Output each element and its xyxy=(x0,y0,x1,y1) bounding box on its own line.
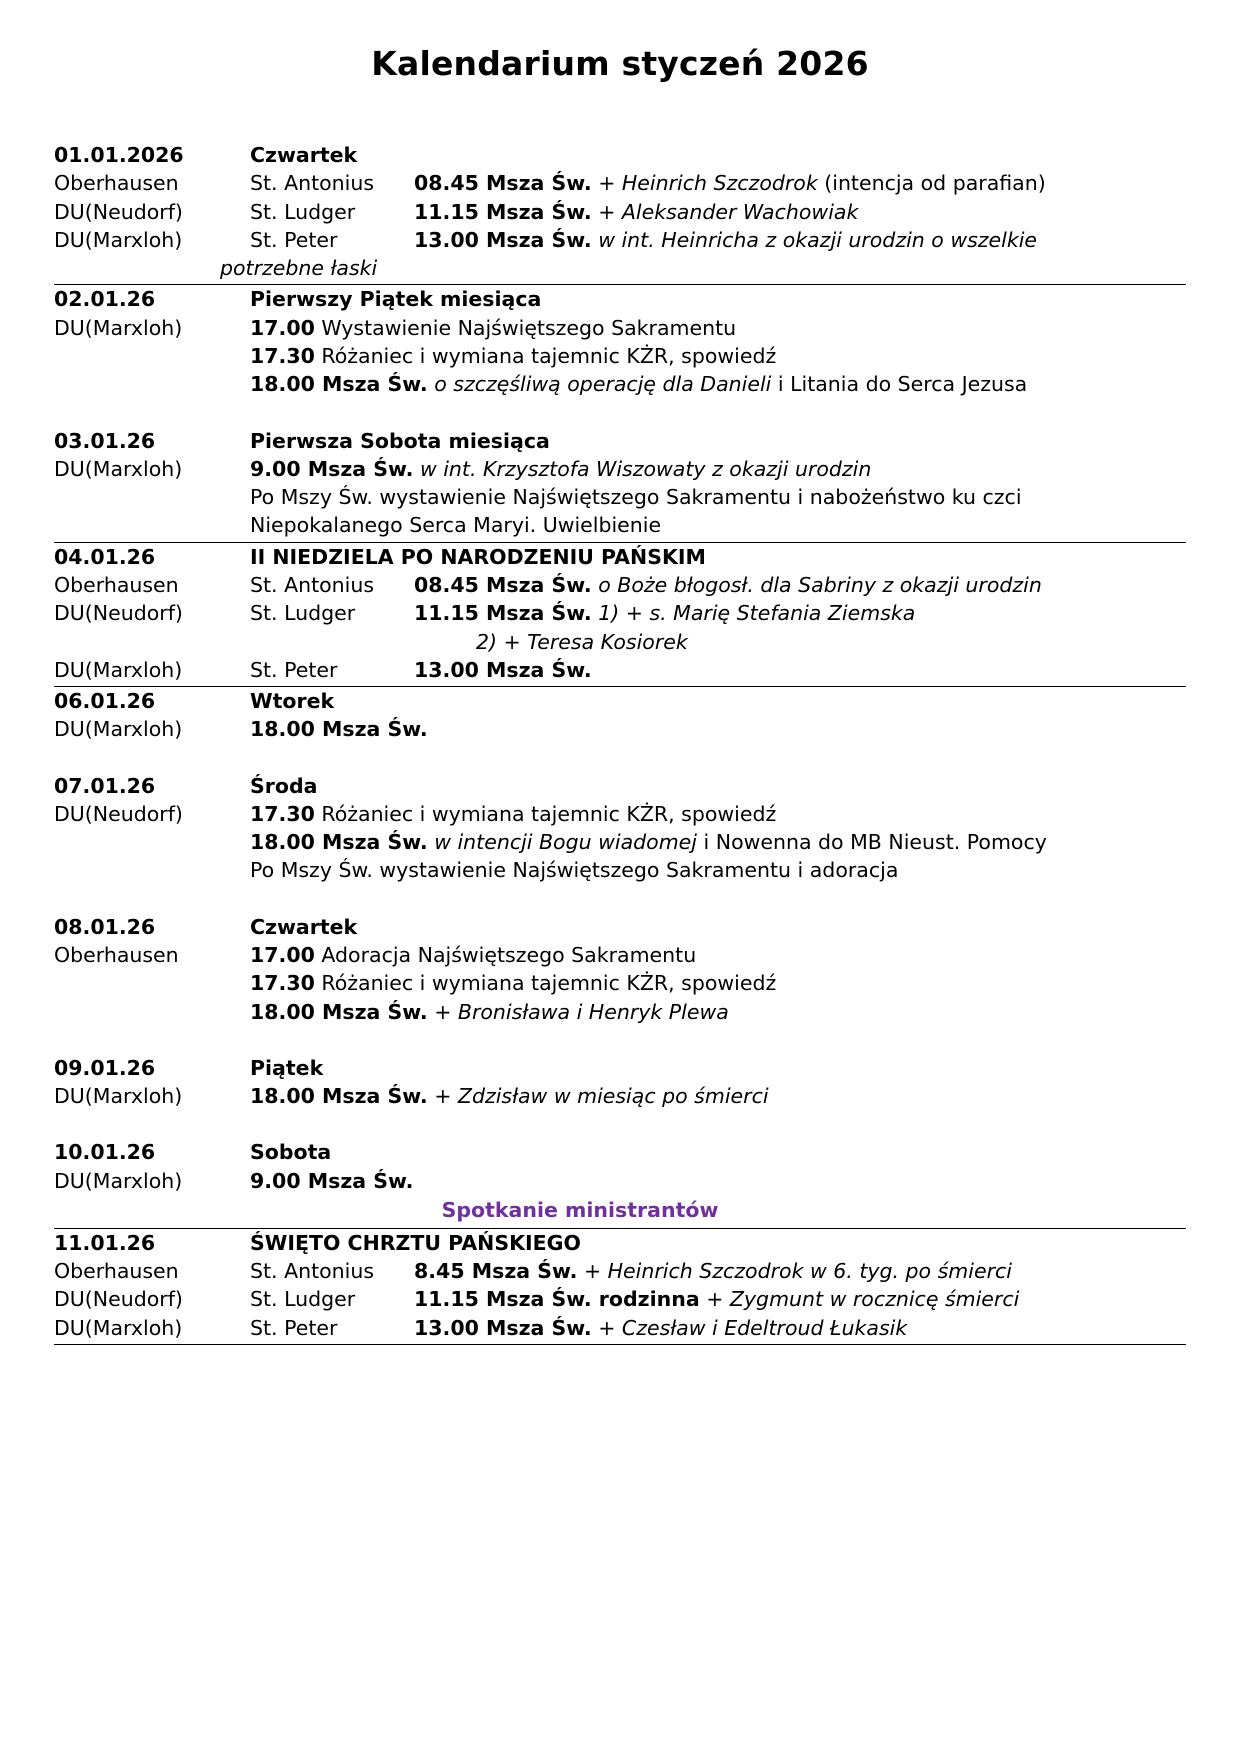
row-intention-continuation: potrzebne łaski xyxy=(220,256,378,281)
row-time: 18.00 Msza Św. xyxy=(250,999,428,1024)
table-row xyxy=(54,483,1186,511)
row-time: 13.00 Msza Św. xyxy=(414,1315,592,1340)
day-header-row xyxy=(54,427,1186,455)
day-heading: Pierwsza Sobota miesiąca xyxy=(250,428,550,453)
day-heading: Piątek xyxy=(250,1055,324,1080)
row-time: 11.15 Msza Św. xyxy=(414,601,592,626)
row-location: Oberhausen xyxy=(54,572,179,597)
table-row xyxy=(54,571,1186,599)
day-heading: Pierwszy Piątek miesiąca xyxy=(250,287,542,312)
row-location: DU(Marxloh) xyxy=(54,657,183,682)
table-row xyxy=(54,941,1186,969)
table-row xyxy=(54,169,1186,197)
row-church: St. Peter xyxy=(250,227,338,252)
table-row-continuation xyxy=(54,254,1186,282)
table-row-continuation xyxy=(54,628,1186,656)
day-date: 11.01.26 xyxy=(54,1230,156,1255)
row-detail xyxy=(250,1082,1186,1110)
row-detail xyxy=(250,828,1186,856)
row-time: 13.00 Msza Św. xyxy=(414,227,592,252)
row-note: (intencja od parafian) xyxy=(824,171,1046,196)
row-location: DU(Neudorf) xyxy=(54,801,183,826)
day-heading: II NIEDZIELA PO NARODZENIU PAŃSKIM xyxy=(250,544,706,569)
day-date: 07.01.26 xyxy=(54,773,156,798)
table-row xyxy=(54,828,1186,856)
day-heading: Czwartek xyxy=(250,914,358,939)
row-church: St. Antonius xyxy=(250,1259,375,1284)
table-row xyxy=(54,998,1186,1026)
row-intention: w int. Krzysztofa Wiszowaty z okazji urodzin xyxy=(419,456,872,481)
row-intention: + Bronisława i Henryk Plewa xyxy=(434,999,729,1024)
row-detail xyxy=(414,1257,1186,1285)
day-date: 03.01.26 xyxy=(54,428,156,453)
table-row xyxy=(54,599,1186,627)
table-row xyxy=(54,511,1186,539)
row-detail xyxy=(250,998,1186,1026)
row-detail xyxy=(250,1167,1186,1195)
row-intention: + Heinrich Szczodrok w 6. tyg. po śmierci xyxy=(583,1259,1012,1284)
table-row xyxy=(54,1082,1186,1110)
row-time: 08.45 Msza Św. xyxy=(414,572,592,597)
day-heading: Sobota xyxy=(250,1140,332,1165)
page-title: Kalendarium styczeń 2026 xyxy=(371,44,869,83)
table-row xyxy=(54,1257,1186,1285)
day-header-row xyxy=(54,1138,1186,1166)
row-church: St. Antonius xyxy=(250,171,375,196)
row-church: St. Peter xyxy=(250,657,338,682)
day-heading: ŚWIĘTO CHRZTU PAŃSKIEGO xyxy=(250,1230,581,1255)
day-header-row xyxy=(54,543,1186,571)
day-entry-01-01 xyxy=(54,141,1186,285)
row-intention: + Zdzisław w miesiąc po śmierci xyxy=(434,1084,769,1109)
row-church: St. Ludger xyxy=(250,199,356,224)
row-location: DU(Marxloh) xyxy=(54,227,183,252)
row-intention: + Zygmunt w rocznicę śmierci xyxy=(706,1287,1020,1312)
row-location: Oberhausen xyxy=(54,1259,179,1284)
row-intention: w intencji Bogu wiadomej xyxy=(434,830,697,855)
day-header-row xyxy=(54,1229,1186,1257)
row-note: Po Mszy Św. wystawienie Najświętszego Sakramentu i nabożeństwo ku czci xyxy=(250,485,1022,510)
day-entry-08-01 xyxy=(54,913,1186,1028)
day-date: 01.01.2026 xyxy=(54,143,184,167)
day-entry-07-01 xyxy=(54,772,1186,887)
table-row xyxy=(54,656,1186,684)
row-location: Oberhausen xyxy=(54,171,179,196)
row-note: Adoracja Najświętszego Sakramentu xyxy=(321,943,697,968)
day-entry-06-01 xyxy=(54,687,1186,746)
day-header-row xyxy=(54,141,1186,169)
table-row xyxy=(54,342,1186,370)
day-heading: Czwartek xyxy=(250,143,358,167)
row-intention: + Czesław i Edeltroud Łukasik xyxy=(598,1315,908,1340)
row-time: 18.00 Msza Św. xyxy=(250,1084,428,1109)
day-entry-09-01 xyxy=(54,1054,1186,1113)
row-location: DU(Marxloh) xyxy=(54,456,183,481)
table-row xyxy=(54,1167,1186,1195)
row-time: 18.00 Msza Św. xyxy=(250,830,428,855)
row-time: 08.45 Msza Św. xyxy=(414,171,592,196)
row-time: 9.00 Msza Św. xyxy=(250,1168,414,1193)
day-entry-03-01 xyxy=(54,427,1186,543)
day-header-row xyxy=(54,1054,1186,1082)
row-detail xyxy=(414,198,1186,226)
row-location: DU(Marxloh) xyxy=(54,315,183,340)
row-time: 17.30 xyxy=(250,971,315,996)
row-detail xyxy=(250,941,1186,969)
row-detail xyxy=(414,599,1186,627)
row-detail xyxy=(250,370,1186,398)
row-intention-second: 2) + Teresa Kosiorek xyxy=(476,629,688,654)
row-intention: 1) + s. Marię Stefania Ziemska xyxy=(598,601,916,626)
row-note: Wystawienie Najświętszego Sakramentu xyxy=(321,315,737,340)
day-heading: Środa xyxy=(250,773,318,798)
row-time: 17.00 xyxy=(250,943,315,968)
row-time: 8.45 Msza Św. xyxy=(414,1259,578,1284)
day-header-row xyxy=(54,285,1186,313)
table-row xyxy=(54,198,1186,226)
day-date: 04.01.26 xyxy=(54,544,156,569)
table-row xyxy=(54,455,1186,483)
row-detail xyxy=(250,455,1186,483)
row-detail xyxy=(414,1285,1186,1313)
row-location: Oberhausen xyxy=(54,943,179,968)
row-time: 11.15 Msza Św. xyxy=(414,199,592,224)
day-entry-04-01 xyxy=(54,543,1186,687)
row-intention: w int. Heinricha z okazji urodzin o wszelkie xyxy=(598,227,1038,252)
row-note: i Nowenna do MB Nieust. Pomocy xyxy=(703,830,1047,855)
row-time: 9.00 Msza Św. xyxy=(250,456,414,481)
row-time: 13.00 Msza Św. xyxy=(414,657,592,682)
row-detail xyxy=(414,571,1186,599)
calendar-list xyxy=(48,141,1192,1345)
row-location: DU(Marxloh) xyxy=(54,1315,183,1340)
table-row xyxy=(54,1285,1186,1313)
day-date: 06.01.26 xyxy=(54,689,156,714)
row-time: 17.00 xyxy=(250,315,315,340)
row-location: DU(Marxloh) xyxy=(54,717,183,742)
row-detail xyxy=(414,656,1186,684)
row-detail xyxy=(250,715,1186,743)
table-row xyxy=(54,800,1186,828)
row-time: 18.00 Msza Św. xyxy=(250,717,428,742)
row-location: DU(Marxloh) xyxy=(54,1084,183,1109)
row-location: DU(Neudorf) xyxy=(54,1287,183,1312)
table-row xyxy=(54,226,1186,254)
row-time: 17.30 xyxy=(250,343,315,368)
row-time: 18.00 Msza Św. xyxy=(250,372,428,397)
row-intention: o Boże błogosł. dla Sabriny z okazji urodzin xyxy=(598,572,1042,597)
row-note: Różaniec i wymiana tajemnic KŻR, spowiedź xyxy=(321,971,777,996)
row-location: DU(Neudorf) xyxy=(54,601,183,626)
day-entry-02-01 xyxy=(54,285,1186,400)
table-row xyxy=(54,856,1186,884)
day-date: 09.01.26 xyxy=(54,1055,156,1080)
row-intention: + Aleksander Wachowiak xyxy=(598,199,859,224)
row-note: Niepokalanego Serca Maryi. Uwielbienie xyxy=(250,513,662,538)
row-church: St. Ludger xyxy=(250,1287,356,1312)
row-note: Różaniec i wymiana tajemnic KŻR, spowiedź xyxy=(321,343,777,368)
day-date: 02.01.26 xyxy=(54,287,156,312)
day-date: 08.01.26 xyxy=(54,914,156,939)
row-detail xyxy=(414,226,1186,254)
row-intention: o szczęśliwą operację dla Danieli xyxy=(434,372,772,397)
row-detail xyxy=(250,314,1186,342)
table-row xyxy=(54,969,1186,997)
row-church: St. Peter xyxy=(250,1315,338,1340)
table-row xyxy=(54,314,1186,342)
row-detail xyxy=(250,800,1186,828)
row-note: i Litania do Serca Jezusa xyxy=(777,372,1028,397)
row-location: DU(Marxloh) xyxy=(54,1168,183,1193)
table-row xyxy=(54,370,1186,398)
row-note: Różaniec i wymiana tajemnic KŻR, spowiedź xyxy=(321,801,777,826)
day-entry-11-01 xyxy=(54,1229,1186,1345)
table-row xyxy=(54,1314,1186,1342)
row-church: St. Ludger xyxy=(250,601,356,626)
day-date: 10.01.26 xyxy=(54,1140,156,1165)
row-detail xyxy=(414,169,1186,197)
row-time: 17.30 xyxy=(250,801,315,826)
day-entry-10-01 xyxy=(54,1138,1186,1228)
day-header-row xyxy=(54,772,1186,800)
row-church: St. Antonius xyxy=(250,572,375,597)
day-heading: Wtorek xyxy=(250,689,335,714)
row-detail xyxy=(250,969,1186,997)
table-row xyxy=(54,715,1186,743)
row-note: Po Mszy Św. wystawienie Najświętszego Sakramentu i adoracja xyxy=(250,858,899,883)
row-time: 11.15 Msza Św. rodzinna xyxy=(414,1287,700,1312)
day-header-row xyxy=(54,913,1186,941)
row-intention: + Heinrich Szczodrok xyxy=(598,171,818,196)
special-event-note: Spotkanie ministrantów xyxy=(441,1198,719,1222)
row-detail xyxy=(414,1314,1186,1342)
row-location: DU(Neudorf) xyxy=(54,199,183,224)
row-detail xyxy=(250,342,1186,370)
day-header-row xyxy=(54,687,1186,715)
